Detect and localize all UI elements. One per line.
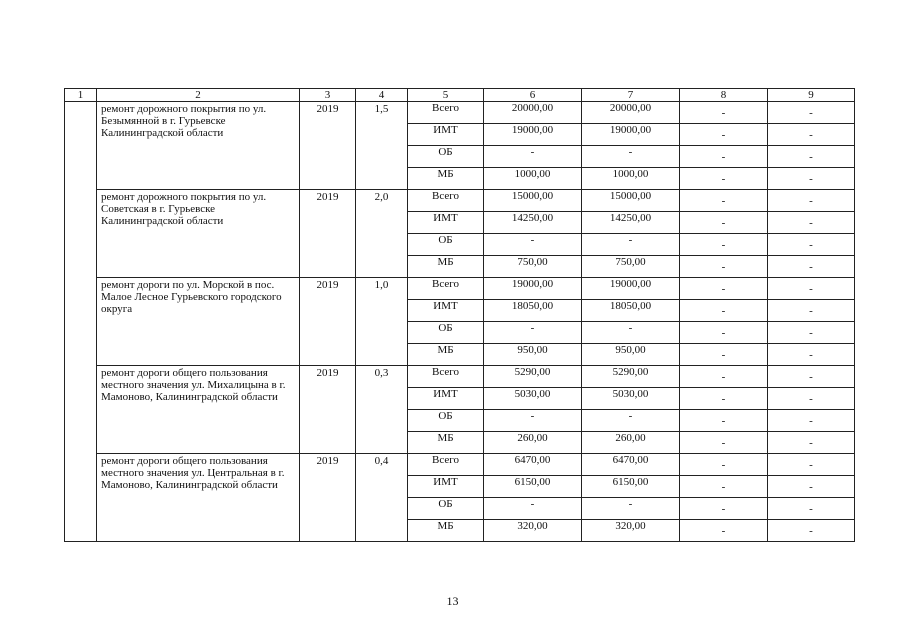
amount-cell: - xyxy=(680,102,768,124)
amount-cell: - xyxy=(768,410,855,432)
amount-cell: - xyxy=(768,366,855,388)
length-cell: 2,0 xyxy=(356,190,408,278)
amount-cell: - xyxy=(680,256,768,278)
amount-cell: 260,00 xyxy=(582,432,680,454)
column-number-row xyxy=(65,89,855,102)
funding-source-cell: МБ xyxy=(408,256,484,278)
page-number: 13 xyxy=(446,594,459,608)
amount-cell: - xyxy=(768,498,855,520)
amount-cell: 6470,00 xyxy=(484,454,582,476)
funding-source-cell: ОБ xyxy=(408,234,484,256)
table-row xyxy=(65,454,855,476)
amount-cell: - xyxy=(768,146,855,168)
length-cell: 0,4 xyxy=(356,454,408,542)
funding-source-cell: Всего xyxy=(408,278,484,300)
amount-cell: 15000,00 xyxy=(484,190,582,212)
number-cell xyxy=(65,454,97,542)
number-cell xyxy=(65,366,97,454)
object-name-cell: ремонт дорожного покрытия по ул. Советская в г. Гурьевске Калининградской области xyxy=(97,190,300,278)
amount-cell: 19000,00 xyxy=(484,278,582,300)
funding-source-cell: МБ xyxy=(408,432,484,454)
amount-cell: - xyxy=(768,124,855,146)
amount-cell: - xyxy=(484,146,582,168)
amount-cell: - xyxy=(768,234,855,256)
amount-cell: - xyxy=(582,410,680,432)
amount-cell: - xyxy=(680,498,768,520)
table-row xyxy=(65,366,855,388)
year-cell: 2019 xyxy=(300,366,356,454)
amount-cell: 20000,00 xyxy=(484,102,582,124)
amount-cell: - xyxy=(484,322,582,344)
amount-cell: - xyxy=(680,190,768,212)
amount-cell: 5030,00 xyxy=(582,388,680,410)
amount-cell: - xyxy=(768,344,855,366)
amount-cell: - xyxy=(484,234,582,256)
funding-source-cell: ИМТ xyxy=(408,388,484,410)
amount-cell: 950,00 xyxy=(582,344,680,366)
length-cell: 0,3 xyxy=(356,366,408,454)
amount-cell: - xyxy=(582,234,680,256)
amount-cell: - xyxy=(768,520,855,542)
amount-cell: - xyxy=(680,454,768,476)
amount-cell: 1000,00 xyxy=(582,168,680,190)
amount-cell: - xyxy=(768,476,855,498)
length-cell: 1,5 xyxy=(356,102,408,190)
funding-source-cell: ИМТ xyxy=(408,212,484,234)
amount-cell: - xyxy=(680,300,768,322)
amount-cell: - xyxy=(680,366,768,388)
amount-cell: - xyxy=(768,322,855,344)
header-cell: 9 xyxy=(768,89,855,102)
amount-cell: 18050,00 xyxy=(484,300,582,322)
amount-cell: 260,00 xyxy=(484,432,582,454)
year-cell: 2019 xyxy=(300,190,356,278)
funding-source-cell: ИМТ xyxy=(408,300,484,322)
funding-source-cell: МБ xyxy=(408,168,484,190)
amount-cell: 6150,00 xyxy=(484,476,582,498)
amount-cell: - xyxy=(768,102,855,124)
amount-cell: - xyxy=(768,168,855,190)
amount-cell: - xyxy=(768,256,855,278)
amount-cell: 950,00 xyxy=(484,344,582,366)
amount-cell: - xyxy=(582,498,680,520)
number-cell xyxy=(65,102,97,190)
amount-cell: - xyxy=(680,146,768,168)
object-name-cell: ремонт дороги по ул. Морской в пос. Малое Лесное Гурьевского городского округа xyxy=(97,278,300,366)
amount-cell: - xyxy=(484,498,582,520)
amount-cell: - xyxy=(768,190,855,212)
amount-cell: - xyxy=(680,344,768,366)
amount-cell: 750,00 xyxy=(582,256,680,278)
table-row xyxy=(65,102,855,124)
funding-source-cell: Всего xyxy=(408,190,484,212)
header-cell: 3 xyxy=(300,89,356,102)
header-cell: 1 xyxy=(65,89,97,102)
funding-source-cell: ОБ xyxy=(408,322,484,344)
funding-source-cell: ИМТ xyxy=(408,476,484,498)
funding-source-cell: ОБ xyxy=(408,146,484,168)
amount-cell: 320,00 xyxy=(582,520,680,542)
amount-cell: - xyxy=(680,520,768,542)
object-name-cell: ремонт дороги общего пользования местного значения ул. Михалицына в г. Мамоново, Калининградской области xyxy=(97,366,300,454)
year-cell: 2019 xyxy=(300,278,356,366)
header-cell: 2 xyxy=(97,89,300,102)
amount-cell: 19000,00 xyxy=(582,124,680,146)
funding-source-cell: МБ xyxy=(408,344,484,366)
object-name-cell: ремонт дороги общего пользования местного значения ул. Центральная в г. Мамоново, Калининградской области xyxy=(97,454,300,542)
amount-cell: - xyxy=(680,278,768,300)
amount-cell: - xyxy=(768,300,855,322)
amount-cell: - xyxy=(680,388,768,410)
amount-cell: 15000,00 xyxy=(582,190,680,212)
header-cell: 8 xyxy=(680,89,768,102)
amount-cell: - xyxy=(768,454,855,476)
header-cell: 4 xyxy=(356,89,408,102)
amount-cell: - xyxy=(680,476,768,498)
amount-cell: - xyxy=(582,322,680,344)
amount-cell: 5030,00 xyxy=(484,388,582,410)
amount-cell: - xyxy=(680,168,768,190)
amount-cell: - xyxy=(680,124,768,146)
funding-source-cell: Всего xyxy=(408,102,484,124)
amount-cell: - xyxy=(680,322,768,344)
amount-cell: - xyxy=(768,432,855,454)
amount-cell: - xyxy=(680,432,768,454)
amount-cell: - xyxy=(768,212,855,234)
table-row xyxy=(65,190,855,212)
amount-cell: 5290,00 xyxy=(484,366,582,388)
amount-cell: 750,00 xyxy=(484,256,582,278)
number-cell xyxy=(65,190,97,278)
header-cell: 7 xyxy=(582,89,680,102)
number-cell xyxy=(65,278,97,366)
amount-cell: 5290,00 xyxy=(582,366,680,388)
table-row xyxy=(65,278,855,300)
amount-cell: 20000,00 xyxy=(582,102,680,124)
amount-cell: 19000,00 xyxy=(484,124,582,146)
funding-source-cell: МБ xyxy=(408,520,484,542)
amount-cell: 19000,00 xyxy=(582,278,680,300)
funding-source-cell: ОБ xyxy=(408,410,484,432)
amount-cell: - xyxy=(680,410,768,432)
road-repair-table xyxy=(64,88,855,542)
header-cell: 6 xyxy=(484,89,582,102)
header-cell: 5 xyxy=(408,89,484,102)
amount-cell: 6150,00 xyxy=(582,476,680,498)
year-cell: 2019 xyxy=(300,102,356,190)
amount-cell: - xyxy=(680,212,768,234)
amount-cell: - xyxy=(484,410,582,432)
amount-cell: - xyxy=(582,146,680,168)
amount-cell: 1000,00 xyxy=(484,168,582,190)
funding-source-cell: ИМТ xyxy=(408,124,484,146)
amount-cell: 320,00 xyxy=(484,520,582,542)
amount-cell: - xyxy=(768,278,855,300)
amount-cell: 6470,00 xyxy=(582,454,680,476)
amount-cell: 18050,00 xyxy=(582,300,680,322)
funding-source-cell: Всего xyxy=(408,454,484,476)
object-name-cell: ремонт дорожного покрытия по ул. Безымянной в г. Гурьевске Калининградской области xyxy=(97,102,300,190)
amount-cell: 14250,00 xyxy=(582,212,680,234)
amount-cell: 14250,00 xyxy=(484,212,582,234)
amount-cell: - xyxy=(768,388,855,410)
year-cell: 2019 xyxy=(300,454,356,542)
length-cell: 1,0 xyxy=(356,278,408,366)
amount-cell: - xyxy=(680,234,768,256)
funding-source-cell: ОБ xyxy=(408,498,484,520)
funding-source-cell: Всего xyxy=(408,366,484,388)
